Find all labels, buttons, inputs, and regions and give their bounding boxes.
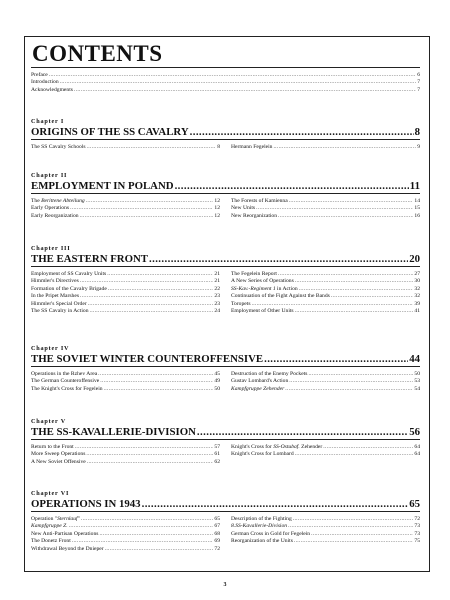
dot-leader (70, 205, 213, 212)
dot-leader (295, 278, 414, 285)
dot-leader (69, 523, 214, 530)
toc-entry-page: 73 (414, 523, 420, 530)
toc-entry-page: 32 (414, 285, 420, 292)
entries-column-right (231, 371, 420, 393)
toc-entry-page: 23 (214, 293, 220, 300)
toc-entry[interactable] (31, 451, 220, 458)
dot-leader (74, 87, 416, 94)
toc-entry-title: Description of the Fighting (231, 516, 292, 522)
toc-entry-page: 64 (414, 451, 420, 458)
toc-entry-page: 23 (214, 300, 220, 307)
toc-entry-page: 14 (414, 198, 420, 204)
toc-entry[interactable] (231, 293, 420, 300)
toc-entry-title: The Donetz Front (31, 538, 71, 545)
toc-entry-title: Return to the Front (31, 444, 74, 450)
dot-leader (80, 213, 214, 220)
chapter-title: EMPLOYMENT IN POLAND (31, 180, 174, 192)
dot-leader (100, 378, 213, 385)
toc-entry-page: 65 (214, 516, 220, 522)
chapter-section (31, 490, 420, 553)
dot-leader (323, 444, 413, 451)
toc-entry-title: The Berittene Abteilung (31, 198, 85, 204)
toc-entry[interactable] (231, 205, 420, 212)
dot-leader (331, 293, 414, 300)
dot-leader (256, 205, 413, 212)
toc-entry-page: 54 (414, 385, 420, 392)
dot-leader (295, 451, 414, 458)
chapter-title: ORIGINS OF THE SS CAVALRY (31, 126, 189, 138)
dot-leader (107, 271, 213, 278)
toc-entry-title: Formation of the Cavalry Brigade (31, 285, 107, 292)
title-rule (31, 67, 420, 68)
page-number: 3 (223, 582, 227, 588)
toc-entry-page: 53 (414, 378, 420, 385)
chapter-section (31, 345, 420, 393)
chapter-entries (31, 144, 420, 151)
toc-entry-title: Hermann Fegelein (231, 144, 273, 150)
chapter-section (31, 118, 420, 151)
chapter-entries (31, 444, 420, 466)
dot-leader (88, 301, 214, 308)
toc-entry-page: 73 (414, 530, 420, 537)
toc-entry-page: 12 (214, 198, 220, 204)
dot-leader (99, 531, 213, 538)
toc-entry[interactable] (31, 205, 220, 212)
entries-column-left (31, 371, 220, 393)
dot-leader (295, 308, 414, 315)
chapter-page: 20 (409, 253, 420, 265)
chapter-entries (31, 371, 420, 393)
toc-entry[interactable] (31, 444, 220, 451)
chapter-rule (31, 511, 420, 512)
dot-leader (104, 386, 214, 393)
toc-entry[interactable] (31, 72, 420, 79)
toc-entry[interactable] (231, 516, 420, 523)
chapter-title-row[interactable] (31, 180, 420, 192)
toc-entry-page: 41 (414, 308, 420, 315)
entries-column-left (31, 198, 220, 220)
toc-entry-page: 45 (214, 371, 220, 377)
dot-leader (87, 144, 217, 151)
chapter-title-row[interactable] (31, 426, 420, 438)
toc-entry-page: 8 (217, 144, 220, 150)
toc-entry[interactable] (31, 198, 220, 205)
chapter-rule (31, 366, 420, 367)
dot-leader (278, 271, 413, 278)
dot-leader (149, 253, 408, 265)
page-title: CONTENTS (32, 41, 163, 66)
dot-leader (264, 353, 408, 365)
dot-leader (86, 198, 214, 205)
toc-entry-page: 7 (417, 79, 420, 86)
toc-entry-title: Withdrawal Beyond the Dnieper (31, 545, 104, 552)
entries-column-right (231, 144, 420, 151)
toc-entry[interactable] (31, 79, 420, 86)
toc-entry[interactable] (231, 371, 420, 378)
chapter-entries (31, 516, 420, 553)
toc-entry[interactable] (231, 301, 420, 308)
entries-column-right (231, 516, 420, 553)
toc-entry-title: The SS Cavalry in Action (31, 308, 89, 315)
chapter-page: 56 (409, 426, 420, 438)
toc-entry-page: 32 (414, 293, 420, 300)
toc-entry-title: Knight's Cross for Lombard (231, 451, 294, 458)
toc-entry-title: Operations in the Rzhev Area (31, 371, 98, 377)
toc-entry[interactable] (31, 378, 220, 385)
dot-leader (190, 126, 414, 138)
toc-entry-page: 21 (214, 278, 220, 285)
toc-entry-title: Destruction of the Enemy Pockets (231, 371, 308, 377)
dot-leader (288, 523, 413, 530)
dot-leader (87, 459, 214, 466)
dot-leader (285, 386, 413, 393)
toc-entry-title: A New Series of Operations (231, 278, 294, 285)
chapter-label: Chapter I (31, 118, 65, 125)
toc-entry[interactable] (231, 378, 420, 385)
toc-entry[interactable] (231, 386, 420, 393)
toc-entry-page: 6 (417, 72, 420, 78)
toc-entry-title: A New Soviet Offensive (31, 458, 86, 465)
toc-entry-page: 68 (214, 530, 220, 537)
toc-entry[interactable] (31, 523, 220, 530)
toc-entry-title: In the Pripet Marshes (31, 293, 80, 300)
chapter-label: Chapter II (31, 172, 68, 179)
dot-leader (80, 293, 213, 300)
toc-entry-page: 16 (414, 212, 420, 219)
chapter-label: Chapter V (31, 418, 66, 425)
dot-leader (75, 444, 214, 451)
toc-entry-page: 50 (214, 385, 220, 392)
toc-entry-title: Himmler's Special Order (31, 300, 87, 307)
chapter-label: Chapter VI (31, 490, 70, 497)
chapter-page: 8 (414, 126, 420, 138)
entries-column-left (31, 271, 220, 315)
toc-entry-page: 39 (414, 300, 420, 307)
toc-entry[interactable] (31, 293, 220, 300)
chapter-section (31, 172, 420, 220)
toc-entry-page: 72 (414, 516, 420, 522)
toc-entry-title: The Knight's Cross for Fegelein (31, 385, 103, 392)
toc-entry-page: 12 (214, 205, 220, 212)
dot-leader (108, 286, 214, 293)
chapter-title: THE SS-KAVALLERIE-DIVISION (31, 426, 196, 438)
toc-entry[interactable] (31, 87, 420, 94)
entries-column-right (231, 198, 420, 220)
chapter-rule (31, 139, 420, 140)
dot-leader (81, 516, 214, 523)
toc-entry-title: Employment of Other Units (231, 308, 294, 315)
toc-entry-page: 62 (214, 458, 220, 465)
dot-leader (273, 144, 416, 151)
toc-entry-page: 7 (417, 86, 420, 93)
chapter-page: 65 (409, 498, 420, 510)
toc-entry[interactable] (31, 531, 220, 538)
chapter-label: Chapter IV (31, 345, 70, 352)
toc-entry-title: New Reorganization (231, 212, 278, 219)
toc-entry-title: Early Operations (31, 205, 70, 212)
toc-entry[interactable] (31, 213, 220, 220)
toc-entry-page: 57 (214, 444, 220, 450)
dot-leader (294, 538, 414, 545)
chapter-page: 11 (409, 180, 420, 192)
dot-leader (311, 531, 413, 538)
dot-leader (308, 371, 413, 378)
dot-leader (86, 451, 213, 458)
toc-entry[interactable] (31, 278, 220, 285)
dot-leader (293, 516, 414, 523)
entries-column-left (31, 444, 220, 466)
toc-entry-page: 30 (414, 278, 420, 285)
toc-entry-page: 64 (414, 444, 420, 450)
toc-entry-page: 72 (214, 545, 220, 552)
chapter-entries (31, 198, 420, 220)
toc-entry-title: SS-Kav.-Regiment 1 in Action (231, 285, 298, 292)
entries-column-right (231, 271, 420, 315)
toc-entry[interactable] (31, 538, 220, 545)
toc-entry-page: 24 (214, 308, 220, 315)
dot-leader (289, 378, 413, 385)
chapter-rule (31, 266, 420, 267)
toc-entry-title: Continuation of the Fight Against the Bands (231, 293, 330, 300)
toc-entry[interactable] (231, 144, 420, 151)
chapter-section (31, 418, 420, 466)
toc-entry[interactable] (231, 278, 420, 285)
toc-entry[interactable] (31, 546, 220, 553)
chapter-rule (31, 439, 420, 440)
toc-entry-title: Knight's Cross for SS-Ostubaf. Zehender (231, 444, 323, 450)
toc-entry-title: Acknowledgments (31, 86, 73, 93)
chapter-title: THE EASTERN FRONT (31, 253, 148, 265)
dot-leader (175, 180, 409, 192)
toc-entry-title: Toropets (231, 300, 251, 307)
toc-entry-page: 12 (214, 212, 220, 219)
dot-leader (72, 538, 214, 545)
toc-entry-title: The Forests of Kamienna (231, 198, 288, 204)
dot-leader (289, 198, 414, 205)
chapter-title-row[interactable] (31, 498, 420, 510)
toc-entry-page: 69 (214, 538, 220, 545)
dot-leader (252, 301, 414, 308)
toc-entry-page: 49 (214, 378, 220, 385)
toc-entry[interactable] (31, 308, 220, 315)
toc-entry-title: Preface (31, 72, 48, 78)
toc-entry[interactable] (31, 386, 220, 393)
toc-entry-title: 8.SS-Kavallerie-Division (231, 523, 288, 530)
chapter-title-row[interactable] (31, 353, 420, 365)
chapter-title: THE SOVIET WINTER COUNTEROFFENSIVE (31, 353, 264, 365)
toc-entry-title: The SS Cavalry Schools (31, 144, 86, 150)
toc-entry-title: Kampfgruppe Zehender (231, 385, 285, 392)
chapter-entries (31, 271, 420, 315)
toc-entry-page: 15 (414, 205, 420, 212)
toc-entry-page: 27 (414, 271, 420, 277)
toc-entry-title: German Cross in Gold for Fegelein (231, 530, 311, 537)
toc-entry-title: Operation "Sternlauf" (31, 516, 80, 522)
toc-entry[interactable] (231, 523, 420, 530)
toc-entry-page: 9 (417, 144, 420, 150)
dot-leader (105, 546, 214, 553)
chapter-page: 44 (409, 353, 420, 365)
dot-leader (90, 308, 214, 315)
toc-entry-title: The Fegelein Report (231, 271, 277, 277)
dot-leader (60, 79, 417, 86)
chapter-rule (31, 193, 420, 194)
chapter-title-row[interactable] (31, 126, 420, 138)
toc-entry-page: 22 (214, 285, 220, 292)
dot-leader (278, 213, 413, 220)
chapter-title: OPERATIONS IN 1943 (31, 498, 141, 510)
toc-entry-title: Reorganization of the Units (231, 538, 293, 545)
toc-entry-title: More Sweep Operations (31, 451, 86, 458)
chapter-title-row[interactable] (31, 253, 420, 265)
toc-entry[interactable] (231, 538, 420, 545)
toc-entry-title: Introduction (31, 79, 59, 86)
toc-entry-title: The German Counteroffensive (31, 378, 100, 385)
chapter-label: Chapter III (31, 245, 71, 252)
toc-entry-title: Employment of SS Cavalry Units (31, 271, 107, 277)
entries-column-left (31, 144, 220, 151)
dot-leader (80, 278, 214, 285)
toc-entry-page: 67 (214, 523, 220, 530)
toc-entry-title: New Anti-Partisan Operations (31, 530, 99, 537)
toc-entry-title: New Units (231, 205, 256, 212)
toc-entry[interactable] (231, 198, 420, 205)
toc-entry[interactable] (31, 301, 220, 308)
front-matter-list (31, 72, 420, 94)
toc-entry[interactable] (31, 286, 220, 293)
entries-column-right (231, 444, 420, 466)
chapter-section (31, 245, 420, 315)
dot-leader (49, 72, 416, 79)
entries-column-left (31, 516, 220, 553)
toc-entry-page: 50 (414, 371, 420, 377)
toc-entry[interactable] (31, 271, 220, 278)
toc-entry[interactable] (231, 308, 420, 315)
toc-entry-title: Kampfgruppe Z. (31, 523, 68, 530)
toc-entry-title: Gustav Lombard's Action (231, 378, 289, 385)
toc-entry-title: Early Reorganization (31, 212, 79, 219)
toc-entry-title: Himmler's Directives (31, 278, 79, 285)
toc-entry[interactable] (231, 451, 420, 458)
toc-entry[interactable] (31, 459, 220, 466)
toc-entry-page: 75 (414, 538, 420, 545)
toc-entry-page: 21 (214, 271, 220, 277)
toc-entry[interactable] (31, 144, 220, 151)
dot-leader (98, 371, 213, 378)
toc-entry-page: 61 (214, 451, 220, 458)
dot-leader (197, 426, 408, 438)
toc-entry[interactable] (231, 213, 420, 220)
dot-leader (142, 498, 409, 510)
